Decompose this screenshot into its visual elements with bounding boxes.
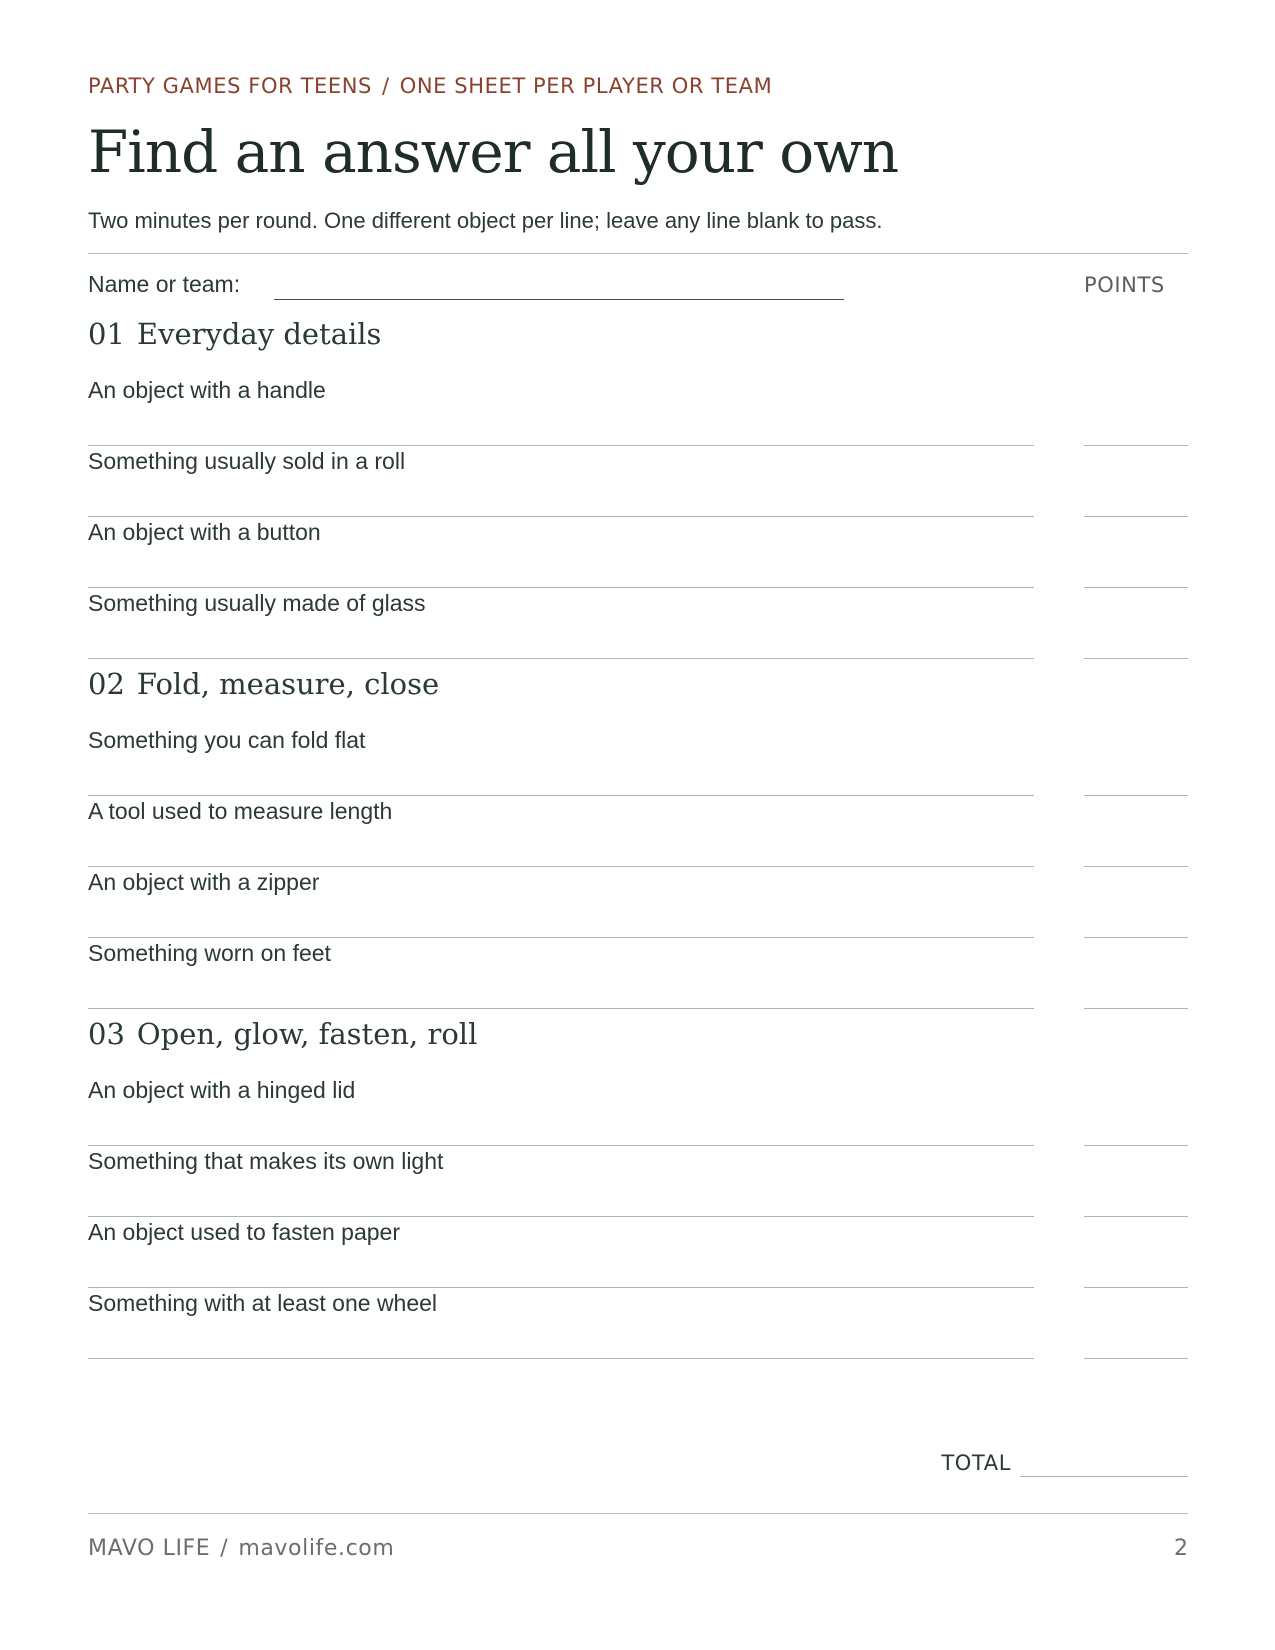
answer-field[interactable] [88,445,1034,446]
prompt-label: Something that makes its own light [88,1148,444,1174]
kicker-category: PARTY GAMES FOR TEENS [88,74,372,98]
prompt-label: Something usually made of glass [88,590,426,616]
section-title: Fold, measure, close [136,667,440,701]
points-field[interactable] [1084,1216,1188,1217]
answer-field[interactable] [88,516,1034,517]
answer-field[interactable] [88,658,1034,659]
points-field[interactable] [1084,1008,1188,1009]
footer-brand: MAVO LIFE [88,1536,211,1561]
footer-site: mavolife.com [238,1536,395,1561]
prompt-label: A tool used to measure length [88,798,393,824]
prompt-label: Something usually sold in a roll [88,448,406,474]
total-field[interactable] [1020,1476,1188,1477]
kicker [88,74,772,98]
header-divider [88,253,1188,254]
points-field[interactable] [1084,658,1188,659]
points-field[interactable] [1084,1287,1188,1288]
points-field[interactable] [1084,445,1188,446]
prompt-label: Something with at least one wheel [88,1290,438,1316]
section-heading [88,1017,477,1051]
prompt-label: An object used to fasten paper [88,1219,400,1245]
footer-brand-line [88,1536,394,1561]
points-field[interactable] [1084,937,1188,938]
prompt-label: An object with a hinged lid [88,1077,356,1103]
answer-field[interactable] [88,1358,1034,1359]
answer-field[interactable] [88,587,1034,588]
answer-field[interactable] [88,937,1034,938]
footer-divider [88,1513,1188,1514]
prompt-label: Something worn on feet [88,940,331,966]
section-heading [88,667,439,701]
page-subtitle: Two minutes per round. One different object per line; leave any line blank to pass. [88,208,883,233]
name-field[interactable] [274,299,844,300]
points-column-header: POINTS [1084,273,1165,297]
section-title: Open, glow, fasten, roll [136,1017,478,1051]
section-title: Everyday details [136,317,382,351]
points-field[interactable] [1084,1358,1188,1359]
total-label: TOTAL [941,1451,1011,1475]
answer-field[interactable] [88,1287,1034,1288]
answer-field[interactable] [88,1008,1034,1009]
kicker-instructions: ONE SHEET PER PLAYER OR TEAM [399,74,773,98]
section-number: 01 [88,317,125,351]
prompt-label: An object with a handle [88,377,326,403]
section-heading [88,317,381,351]
answer-field[interactable] [88,866,1034,867]
prompt-label: An object with a button [88,519,321,545]
points-field[interactable] [1084,587,1188,588]
answer-field[interactable] [88,795,1034,796]
points-field[interactable] [1084,1145,1188,1146]
answer-field[interactable] [88,1145,1034,1146]
kicker-separator: / [382,74,390,98]
answer-field[interactable] [88,1216,1034,1217]
footer-separator: / [220,1536,229,1561]
page-number: 2 [1174,1536,1188,1561]
page-title: Find an answer all your own [88,118,899,186]
prompt-label: Something you can fold flat [88,727,366,753]
section-number: 02 [88,667,125,701]
prompt-label: An object with a zipper [88,869,320,895]
name-label: Name or team: [88,271,241,297]
points-field[interactable] [1084,795,1188,796]
points-field[interactable] [1084,866,1188,867]
worksheet-page [88,0,1188,1650]
section-number: 03 [88,1017,125,1051]
points-field[interactable] [1084,516,1188,517]
